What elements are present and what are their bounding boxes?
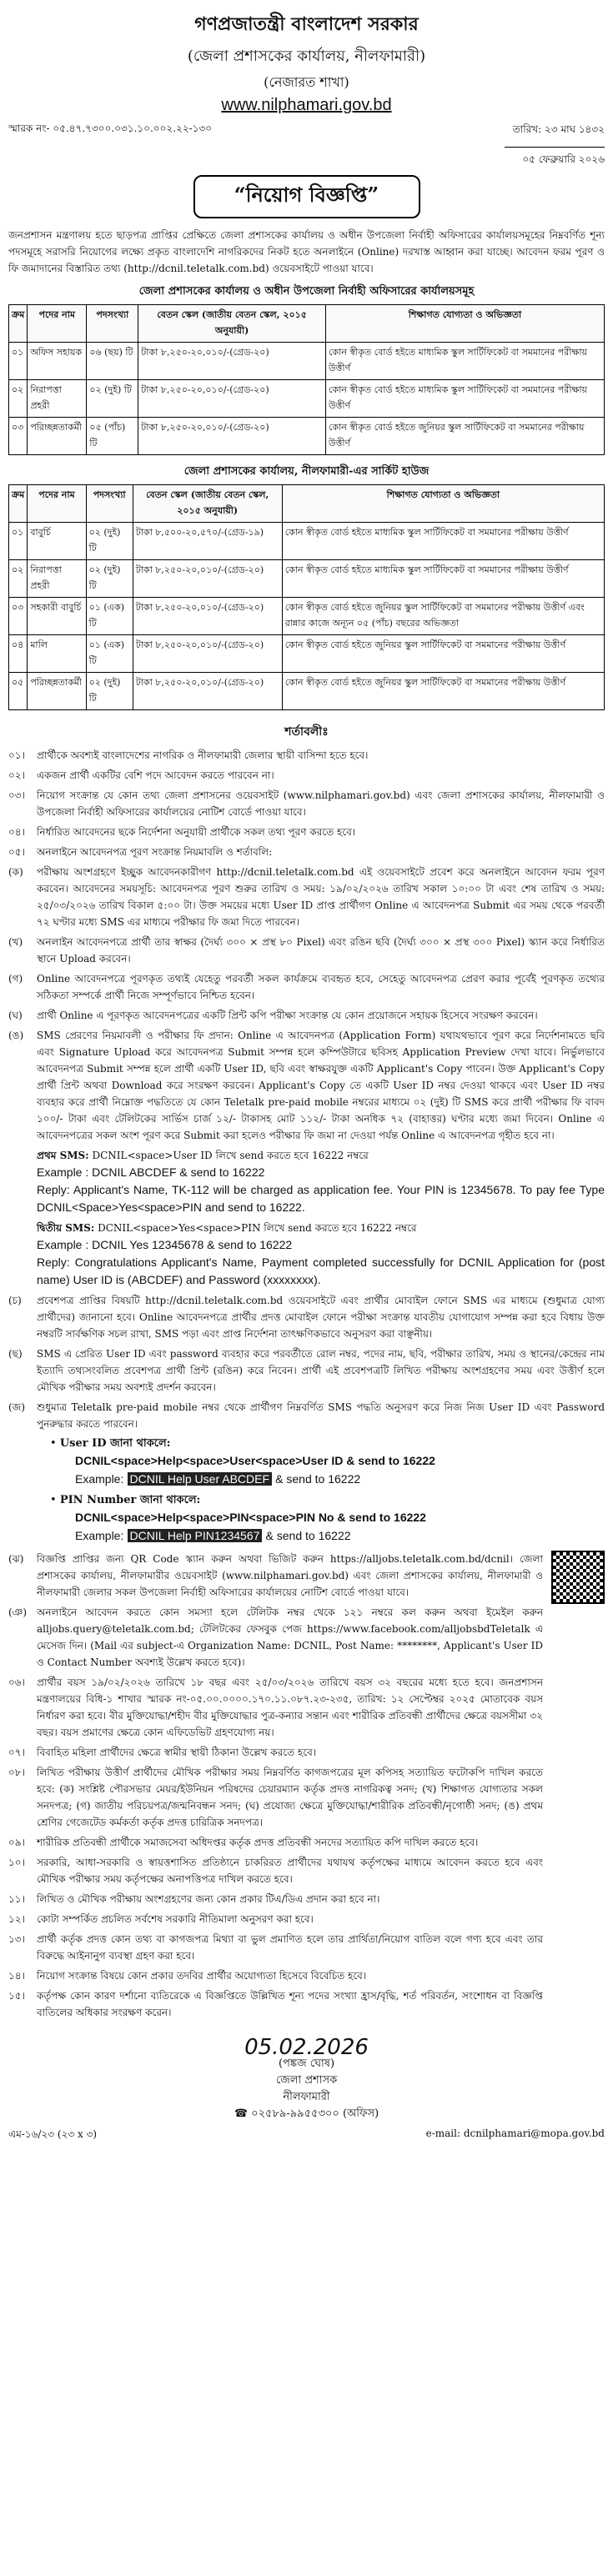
terms-title: শর্তাবলীঃ (284, 725, 329, 739)
term-number: ০৮। (8, 1767, 25, 1778)
office-heading: (জেলা প্রশাসকের কার্যালয়, নীলফামারী) (187, 48, 426, 65)
table-cell: কোন স্বীকৃত বোর্ড হইতে জুনিয়র স্কুল সার্টিফিকেট বা সমমানের পরীক্ষায় উত্তীর্ণ (282, 635, 604, 673)
term-text: প্রবেশপত্র প্রাপ্তির বিষয়টি http://dcnil.teletalk.com.bd ওয়েবসাইটে এবং প্রার্থীর মোবাইল ফোনে SMS এর মাধ্যমে (শুধুমাত্র যোগ্য প্রার্থীদের) জানানো হবে। Online আবেদনপত্রে প্রার্থীর প্রদত্ত মোবাইল ফোনে পরীক্ষা সংক্রান্ত যাবতীয় যোগাযোগ সম্পন্ন করা হবে বিধায় উক্ত নম্বরটি সার্বক্ষণিক সচল রাখা, SMS পড়া এবং প্রাপ্ত নির্দেশনা তাৎক্ষণিকভাবে অনুসরণ করা বাঞ্ছনীয়। (37, 1295, 605, 1340)
sms-first-cmd: DCNIL<space>User ID লিখে send করতে হবে 16222 নম্বরে (92, 1150, 369, 1161)
term-text: একজন প্রার্থী একটির বেশি পদে আবেদন করতে পারবেন না। (37, 769, 274, 781)
table-cell: নিরাপত্তা প্রহরী (28, 560, 86, 598)
table-cell: ০২ (দুই) টি (86, 523, 133, 560)
term-item (8, 934, 605, 967)
table-cell: অফিস সহায়ক (28, 343, 87, 380)
term-item (8, 1346, 605, 1396)
column-header: শিক্ষাগত যোগ্যতা ও অভিজ্ঞতা (282, 485, 604, 523)
term-number: ১৩। (8, 1933, 25, 1945)
posts-table-1 (8, 304, 605, 455)
recovery-user-example-suffix: & send to 16222 (275, 1472, 361, 1486)
table-cell: ০১ (এক) টি (86, 598, 133, 635)
website-link[interactable]: www.nilphamari.gov.bd (221, 96, 392, 114)
posts-table-2 (8, 484, 605, 710)
table-cell: টাকা ৮,২৫০-২০,০১০/-(গ্রেড-২০) (138, 418, 326, 455)
signatory-name: (পঙ্কজ ঘোষ) (278, 2057, 335, 2070)
term-number: (গ) (8, 973, 23, 985)
term-item (8, 1854, 543, 1887)
recovery-pin: • PIN Number জানা থাকলে: DCNIL<space>Help<space>PIN<space>PIN No & send to 16222 Example: DCNIL Help PIN1234567 & send to 16222 (50, 1494, 426, 1542)
term-number: (ঝ) (8, 1553, 24, 1565)
column-header: ক্রম (9, 485, 28, 523)
table-row (9, 380, 605, 418)
term-text: লিখিত পরীক্ষায় উত্তীর্ণ প্রার্থীদের মৌখিক পরীক্ষার সময় নিম্নবর্ণিত কাগজপত্রের মূল কপিসহ সত্যায়িত ফটোকপি দাখিল করতে হবে: (ক) সংশ্লিষ্ট পৌরসভার মেয়র/ইউনিয়ন পরিষদের চেয়ারম্যান কর্তৃক প্রদত্ত নাগরিকত্ব সনদ; (খ) শিক্ষাগত যোগ্যতার সকল সনদপত্র; (গ) জাতীয় পরিচয়পত্র/জন্মনিবন্ধন সনদ; (ঘ) প্রযোজ্য ক্ষেত্রে মুক্তিযোদ্ধা/শারীরিক প্রতিবন্ধী/নৃগোষ্ঠী সনদ; (ঙ) প্রথম শ্রেণির গেজেটেড কর্মকর্তা কর্তৃক প্রদত্ত চারিত্রিক সনদপত্র। (37, 1767, 543, 1828)
table-body (9, 523, 605, 710)
table-row (9, 343, 605, 380)
term-number: ১১। (8, 1893, 25, 1905)
table-cell: ০২ (দুই) টি (87, 380, 138, 418)
sms-first (37, 1147, 605, 1216)
recovery-user-cmd: DCNIL<space>Help<space>User<space>User ID & send to 16222 (75, 1454, 435, 1467)
term-text: অনলাইনে আবেদন করতে কোন সমস্যা হলে টেলিটক নম্বর থেকে ১২১ নম্বরে কল করুন অথবা ইমেইল করুন alljobs.query@teletalk.com.bd; টেলিটকের ফেসবুক পেজ https://www.facebook.com/alljobsbdTeletalk এ মেসেজ দিন। (Mail এর subject-এ Organization Name: DCNIL, Post Name: ********, Applicant's User ID ও Contact Number অবশ্যই উল্লেখ করতে হবে)। (37, 1606, 543, 1668)
term-text: প্রার্থীর বয়স ১৯/০২/২০২৬ তারিখে ১৮ বছর এবং ২৫/০৩/২০২৬ তারিখে বয়স ৩২ বছরের মধ্যে হতে হবে। জনপ্রশাসন মন্ত্রণালয়ের বিধি-১ শাখার স্মারক নং-০৫.০০.০০০০.১৭০.১১.০৮৭.২৩-২৩৫, তারিখ: ১২ সেপ্টেম্বর ২০২৫ মোতাবেক বয়স নির্ধারণ করা হবে। বীর মুক্তিযোদ্ধা/শহীদ বীর মুক্তিযোদ্ধার পুত্র-কন্যার সন্তান এবং শারীরিক প্রতিবন্ধী প্রার্থীদের ক্ষেত্রে বয়সসীমা ৩২ বছর। বয়স প্রমাণের ক্ষেত্রে কোন এফিডেভিট গ্রহণযোগ্য নয়। (37, 1676, 543, 1738)
term-text: অনলাইন আবেদনপত্রে প্রার্থী তার স্বাক্ষর (দৈর্ঘ্য ৩০০ × প্রস্থ ৮০ Pixel) এবং রঙিন ছবি (দৈর্ঘ্য ৩০০ × প্রস্থ ৩০০ Pixel) স্ক্যান করে নির্ধারিত স্থানে Upload করবেন। (37, 936, 605, 965)
sms-second-reply: Reply: Congratulations Applicant's Name, Payment completed successfully for DCNIL Application for (post name) User ID is (ABCDEF) and Password (xxxxxxxx). (37, 1255, 605, 1286)
table-body (9, 343, 605, 455)
terms-list-1 (8, 747, 605, 1144)
term-number: ১৫। (8, 1990, 25, 2002)
term-item (8, 864, 605, 930)
column-header: বেতন স্কেল (জাতীয় বেতন স্কেল, ২০১৫ অনুযায়ী) (133, 485, 282, 523)
table-cell: ০১ (এক) টি (86, 635, 133, 673)
table-cell: ০৫ (9, 673, 28, 710)
term-number: (ঞ) (8, 1606, 28, 1618)
term-number: (চ) (8, 1295, 22, 1306)
term-item (8, 844, 605, 860)
intro-paragraph: জনপ্রশাসন মন্ত্রণালয় হতে ছাড়পত্র প্রাপ্তির প্রেক্ষিতে জেলা প্রশাসকের কার্যালয় ও অধীন উপজেলা নির্বাহী অফিসারের কার্যালয়সমূহের নিম্নবর্ণিত শূন্য পদসমূহে সরাসরি নিয়োগের লক্ষ্যে প্রকৃত বাংলাদেশি নাগরিকদের নিকট হতে অনলাইনে (Online) দরখাস্ত আহ্বান করা যাচ্ছে। আবেদন ফরম পূরণ ও ফি জমাদানের বিস্তারিত তথ্য (http://dcnil.teletalk.com.bd) ওয়েবসাইটে পাওয়া যাবে। (8, 229, 605, 274)
column-header: পদসংখ্যা (86, 485, 133, 523)
qr-row (8, 1551, 605, 2024)
table-cell: বাবুর্চি (28, 523, 86, 560)
table-cell: মালি (28, 635, 86, 673)
table-cell: ০৩ (9, 598, 28, 635)
signatory-place: নীলফামারী (283, 2091, 330, 2103)
table-cell: ০২ (দুই) টি (86, 560, 133, 598)
table-cell: ০৫ (পাঁচ) টি (87, 418, 138, 455)
terms-list-3 (8, 1551, 543, 2024)
table-row (9, 673, 605, 710)
term-text: SMS এ প্রেরিত User ID এবং password ব্যবহার করে পরবর্তীতে রোল নম্বর, পদের নাম, ছবি, পরীক্ষার তারিখ, সময় ও স্থানের/কেন্দ্রের নাম ইত্যাদি তথ্যসংবলিত প্রবেশপত্র প্রার্থী প্রিন্ট (রঙিন) করে নিবেন। প্রার্থী এই প্রবেশপত্রটি লিখিত পরীক্ষায় অংশগ্রহণের সময় এবং উত্তীর্ণ হলে মৌখিক পরীক্ষার সময় অবশ্যই প্রদর্শন করবেন। (37, 1348, 605, 1393)
table-cell: টাকা ৮,২৫০-২০,০১০/-(গ্রেড-২০) (133, 673, 282, 710)
table-cell: ০৬ (ছয়) টি (87, 343, 138, 380)
table-cell: কোন স্বীকৃত বোর্ড হইতে জুনিয়র স্কুল সার্টিফিকেট বা সমমানের পরীক্ষায় উত্তীর্ণ এবং রান্নার কাজে অন্যূন ০৫ (পাঁচ) বছরের অভিজ্ঞতা (282, 598, 604, 635)
term-text: শারীরিক প্রতিবন্ধী প্রার্থীকে সমাজসেবা অধিদপ্তর কর্তৃক প্রদত্ত প্রতিবন্ধী সনদের সত্যায়িত কপি দাখিল করতে হবে। (37, 1837, 479, 1848)
term-number: ০৫। (8, 846, 25, 858)
term-item (8, 1027, 605, 1144)
term-text: নিয়োগ সংক্রান্ত বিষয়ে কোন প্রকার তদবির প্রার্থীর অযোগ্যতা হিসেবে বিবেচিত হবে। (37, 1970, 367, 1982)
table-cell: কোন স্বীকৃত বোর্ড হইতে মাধ্যমিক স্কুল সার্টিফিকেট বা সমমানের পরীক্ষায় উত্তীর্ণ (325, 343, 604, 380)
date-block (505, 122, 605, 167)
column-header: বেতন স্কেল (জাতীয় বেতন স্কেল, ২০১৫ অনুযায়ী) (138, 305, 326, 343)
table-row (9, 598, 605, 635)
footer-code: এম-১৬/২৩ (২৩ x ৩) (8, 2128, 98, 2140)
sms-first-label: প্রথম SMS: (37, 1150, 89, 1161)
sms-second-cmd: DCNIL<space>Yes<space>PIN লিখে send করতে হবে 16222 নম্বরে (98, 1222, 417, 1234)
recovery-pin-cmd: DCNIL<space>Help<space>PIN<space>PIN No & send to 16222 (75, 1511, 426, 1524)
term-number: (ঘ) (8, 1010, 23, 1021)
term-number: ১৪। (8, 1970, 25, 1982)
term-item (8, 1891, 543, 1907)
table-cell: কোন স্বীকৃত বোর্ড হইতে মাধ্যমিক স্কুল সার্টিফিকেট বা সমমানের পরীক্ষায় উত্তীর্ণ (282, 560, 604, 598)
table-row (9, 635, 605, 673)
branch-heading: (নেজারত শাখা) (264, 74, 349, 90)
term-number: (ছ) (8, 1348, 23, 1360)
notice-page (8, 0, 605, 2144)
term-item (8, 787, 605, 820)
recovery-pin-label: PIN Number জানা থাকলে: (59, 1494, 201, 1506)
term-number: ০২। (8, 769, 25, 781)
recovery-pin-example-suffix: & send to 16222 (265, 1529, 351, 1542)
term-item (8, 1674, 543, 1741)
term-item (8, 1834, 543, 1851)
term-item (8, 1551, 543, 1601)
term-item (8, 1987, 543, 2021)
table-cell: টাকা ৮,২৫০-২০,০১০/-(গ্রেড-২০) (133, 635, 282, 673)
gov-heading: গণপ্রজাতন্ত্রী বাংলাদেশ সরকার (194, 13, 419, 35)
date-label: তারিখ: (512, 123, 542, 135)
table-cell: টাকা ৮,২৫০-২০,০১০/-(গ্রেড-২০) (133, 560, 282, 598)
table-cell: ০৩ (9, 418, 28, 455)
term-item (8, 1764, 543, 1831)
table-row (9, 418, 605, 455)
sms-second-label: দ্বিতীয় SMS: (37, 1222, 95, 1234)
column-header: শিক্ষাগত যোগ্যতা ও অভিজ্ঞতা (325, 305, 604, 343)
memo-number: স্মারক নং- ০৫.৪৭.৭৩০০.০৩১.১০.০০২.২২-১৩০ (8, 123, 213, 134)
term-item (8, 1399, 605, 1432)
term-number: (ঙ) (8, 1030, 24, 1041)
term-text: Online আবেদনপত্রে পূরণকৃত তথ্যই যেহেতু পরবর্তী সকল কার্যক্রমে ব্যবহৃত হবে, সেহেতু আবেদনপত্র প্রেরণ করার পূর্বেই পূরণকৃত তথ্যের সঠিকতা সম্পর্কে প্রার্থী নিজে সম্পূর্ণভাবে নিশ্চিত হবেন। (37, 973, 605, 1001)
table-cell: কোন স্বীকৃত বোর্ড হইতে মাধ্যমিক স্কুল সার্টিফিকেট বা সমমানের পরীক্ষায় উত্তীর্ণ (282, 523, 604, 560)
table-cell: ০১ (9, 343, 28, 380)
table-cell: সহকারী বাবুর্চি (28, 598, 86, 635)
table-cell: পরিচ্ছন্নতাকর্মী (28, 418, 87, 455)
term-number: ০৪। (8, 826, 25, 838)
date-english: ০৫ ফেব্রুয়ারি ২০২৬ (522, 153, 605, 165)
term-number: (ক) (8, 866, 23, 878)
recovery-pin-example: DCNIL Help PIN1234567 (128, 1529, 263, 1542)
table-cell: ০১ (9, 523, 28, 560)
table-cell: ০২ (9, 380, 28, 418)
term-number: ১২। (8, 1913, 25, 1925)
term-item (8, 970, 605, 1004)
table-cell: নিরাপত্তা প্রহরী (28, 380, 87, 418)
term-text: SMS প্রেরণের নিয়মাবলী ও পরীক্ষার ফি প্রদান: Online এ আবেদনপত্র (Application Form) যথাযথভাবে পূরণ করে নির্দেশনামতে ছবি এবং Signature Upload করে আবেদনপত্র Submit সম্পন্ন হলে কম্পিউটারে ছবিসহ Application Preview দেখা যাবে। নির্ভুলভাবে আবেদনপত্র Submit সম্পন্ন হলে প্রার্থী একটি User ID, ছবি এবং স্বাক্ষরযুক্ত একটি Applicant's Copy পাবেন। উক্ত Applicant's Copy প্রার্থী প্রিন্ট অথবা Download করে সংরক্ষণ করবেন। Applicant's Copy তে একটি User ID নম্বর দেওয়া থাকবে এবং User ID নম্বর ব্যবহার করে প্রার্থী নিম্নোক্ত পদ্ধতিতে যে কোন Teletalk pre-paid mobile নম্বরের মাধ্যমে ০২ (দুই) টি SMS করে প্রার্থী পরীক্ষার ফি বাবদ ১০০/- টাকা এবং টেলিটকের সার্ভিস চার্জ ১২/- টাকাসহ মোট ১১২/- টাকা অনধিক ৭২ (বাহাত্তর) ঘণ্টার মধ্যে জমা দিবেন। Online এ আবেদনপত্রের সকল অংশ পূরণ করে Submit করা হলেও পরীক্ষার ফি জমা না দেওয়া পর্যন্ত Online এ আবেদনপত্র গৃহীত হবে না। (37, 1030, 605, 1141)
term-number: ০৩। (8, 789, 25, 801)
term-number: ০৯। (8, 1837, 25, 1848)
recovery-user-example: DCNIL Help User ABCDEF (128, 1472, 273, 1486)
term-text: বিবাহিত মহিলা প্রার্থীদের ক্ষেত্রে স্বামীর স্থায়ী ঠিকানা উল্লেখ করতে হবে। (37, 1747, 317, 1758)
table-cell: ০২ (দুই) টি (86, 673, 133, 710)
term-text: প্রার্থীকে অবশ্যই বাংলাদেশের নাগরিক ও নীলফামারী জেলার স্থায়ী বাসিন্দা হতে হবে। (37, 749, 369, 761)
term-item (8, 1604, 543, 1671)
term-text: নিয়োগ সংক্রান্ত যে কোন তথ্য জেলা প্রশাসনের ওয়েবসাইট (www.nilphamari.gov.bd) এবং জেলা প্রশাসকের কার্যালয়, নীলফামারী ও উপজেলা নির্বাহী অফিসারের কার্যালয়ের নোটিশ বোর্ডে পাওয়া যাবে। (37, 789, 605, 818)
sms-second (37, 1220, 605, 1289)
term-number: ০৭। (8, 1747, 25, 1758)
recovery-user-example-prefix: Example: (75, 1472, 124, 1486)
sms-second-example: Example : DCNIL Yes 12345678 & send to 16222 (37, 1238, 293, 1251)
term-text: কোটা সম্পর্কিত প্রচলিত সর্বশেষ সরকারি নীতিমালা অনুসরণ করা হবে। (37, 1913, 314, 1925)
date-bangla: ২৩ মাঘ ১৪৩২ (545, 123, 605, 135)
term-item (8, 1744, 543, 1761)
recovery-block (50, 1436, 605, 1546)
term-text: প্রার্থী কর্তৃক প্রদত্ত কোন তথ্য বা কাগজপত্র মিথ্যা বা ভুল প্রমাণিত হলে তার প্রার্থিতা/নিয়োগ বাতিল বলে গণ্য হবে এবং তার বিরুদ্ধে আইনানুগ ব্যবস্থা গ্রহণ করা হবে। (37, 1933, 543, 1962)
table-header-row (9, 485, 605, 523)
term-number: ১০। (8, 1857, 25, 1868)
term-text: সরকারি, আধা-সরকারি ও স্বায়ত্তশাসিত প্রতিষ্ঠানে চাকরিরত প্রার্থীদের যথাযথ কর্তৃপক্ষের মাধ্যমে আবেদন করতে হবে এবং মৌখিক পরীক্ষার সময় কর্তৃপক্ষের অনাপত্তিপত্র দাখিল করতে হবে। (37, 1857, 543, 1885)
table-cell: কোন স্বীকৃত বোর্ড হইতে মাধ্যমিক স্কুল সার্টিফিকেট বা সমমানের পরীক্ষায় উত্তীর্ণ (325, 380, 604, 418)
date-divider (505, 147, 605, 148)
table-cell: টাকা ৮,৫০০-২০,৫৭০/-(গ্রেড-১৯) (133, 523, 282, 560)
table-header-row (9, 305, 605, 343)
sms-instructions (37, 1147, 605, 1289)
column-header: পদের নাম (28, 305, 87, 343)
term-item (8, 767, 605, 784)
term-number: (খ) (8, 936, 23, 948)
term-text: শুধুমাত্র Teletalk pre-paid mobile নম্বর থেকে প্রার্থীগণ নিম্নবর্ণিত SMS পদ্ধতি অনুসরণ করে নিজ নিজ User ID এবং Password পুনরুদ্ধার করতে পারবেন। (37, 1401, 605, 1430)
table-cell: ০২ (9, 560, 28, 598)
term-text: প্রার্থী Online এ পূরণকৃত আবেদনপত্রের একটি প্রিন্ট কপি পরীক্ষা সংক্রান্ত যে কোন প্রয়োজনে সহায়ক হিসেবে সংরক্ষণ করবেন। (37, 1010, 538, 1021)
term-text: কর্তৃপক্ষ কোন কারণ দর্শানো ব্যতিরেকে এ বিজ্ঞপ্তিতে উল্লিখিত শূন্য পদের সংখ্যা হ্রাস/বৃদ্ধি, শর্ত পরিবর্তন, সংশোধন বা বিজ্ঞপ্তি বাতিলের অধিকার সংরক্ষণ করেন। (37, 1990, 543, 2018)
term-item (8, 747, 605, 764)
reference-row (8, 122, 605, 167)
term-item (8, 1292, 605, 1342)
office-phone: ☎ ০২৫৮৯-৯৯৫৫৩০০ (অফিস) (234, 2107, 379, 2120)
term-text: নির্ধারিত আবেদনের ছকে নির্দেশনা অনুযায়ী প্রার্থীকে সকল তথ্য পূরণ করতে হবে। (37, 826, 356, 838)
column-header: পদের নাম (28, 485, 86, 523)
term-item (8, 1007, 605, 1024)
term-text: লিখিত ও মৌখিক পরীক্ষায় অংশগ্রহণের জন্য কোন প্রকার টিএ/ডিএ প্রদান করা হবে না। (37, 1893, 380, 1905)
term-item (8, 1967, 543, 1984)
term-text: পরীক্ষায় অংশগ্রহণে ইচ্ছুক আবেদনকারীগণ http://dcnil.teletalk.com.bd এই ওয়েবসাইটে প্রবেশ করে অনলাইনে আবেদন ফরম পূরণ করবেন। আবেদনের সময়সূচি: আবেদনপত্র পূরণ শুরুর তারিখ ও সময়: ১৯/০২/২০২৬ তারিখ সকাল ১০:০০ টা এবং শেষ তারিখ ও সময়: ২৫/০৩/২০২৬ তারিখ বিকাল ৫:০০ টা। উক্ত সময়ের মধ্যে User ID প্রাপ্ত প্রার্থীগণ Online এ আবেদনপত্র Submit এর সময় থেকে পরবর্তী ৭২ ঘণ্টার মধ্যে SMS এর মাধ্যমে পরীক্ষার ফি জমা দিতে পারবেন। (37, 866, 605, 928)
column-header: ক্রম (9, 305, 28, 343)
table-row (9, 523, 605, 560)
header (8, 10, 605, 115)
signatory-designation: জেলা প্রশাসক (275, 2074, 338, 2087)
table-cell: ০৪ (9, 635, 28, 673)
term-text: অনলাইনে আবেদনপত্র পূরণ সংক্রান্ত নিয়মাবলি ও শর্তাবলি: (37, 846, 273, 858)
notice-title: “নিয়োগ বিজ্ঞপ্তি” (193, 175, 420, 218)
column-header: পদসংখ্যা (87, 305, 138, 343)
term-number: ০১। (8, 749, 25, 761)
footer (8, 2127, 605, 2144)
table2-heading: জেলা প্রশাসকের কার্যালয়, নীলফামারী-এর সার্কিট হাউজ (183, 465, 430, 478)
term-item (8, 824, 605, 840)
table-cell: পরিচ্ছন্নতাকর্মী (28, 673, 86, 710)
table-row (9, 560, 605, 598)
table-cell: কোন স্বীকৃত বোর্ড হইতে জুনিয়র স্কুল সার্টিফিকেট বা সমমানের পরীক্ষায় উত্তীর্ণ (282, 673, 604, 710)
table1-heading: জেলা প্রশাসকের কার্যালয় ও অধীন উপজেলা নির্বাহী অফিসারের কার্যালয়সমূহ (138, 285, 475, 298)
term-number: (জ) (8, 1401, 26, 1413)
office-email[interactable]: e-mail: dcnilphamari@mopa.gov.bd (425, 2127, 605, 2139)
term-item (8, 1911, 543, 1927)
signature-icon: 05.02.2026 (244, 2035, 369, 2060)
table-cell: কোন স্বীকৃত বোর্ড হইতে জুনিয়র স্কুল সার্টিফিকেট বা সমমানের পরীক্ষায় উত্তীর্ণ (325, 418, 604, 455)
recovery-user: • User ID জানা থাকলে: DCNIL<space>Help<space>User<space>User ID & send to 16222 Example: DCNIL Help User ABCDEF & send to 16222 (50, 1437, 435, 1486)
qr-code-icon[interactable] (551, 1551, 605, 1604)
terms-list-2 (8, 1292, 605, 1432)
recovery-pin-example-prefix: Example: (75, 1529, 124, 1542)
signature-block (8, 2035, 605, 2122)
sms-first-reply: Reply: Applicant's Name, TK-112 will be charged as application fee. Your PIN is 12345678. To pay fee Type DCNIL<Space>Yes<space>PIN and send to 16222. (37, 1183, 605, 1214)
term-number: ০৬। (8, 1676, 25, 1688)
table-cell: টাকা ৮,২৫০-২০,০১০/-(গ্রেড-২০) (138, 380, 326, 418)
table-cell: টাকা ৮,২৫০-২০,০১০/-(গ্রেড-২০) (138, 343, 326, 380)
table-cell: টাকা ৮,২৫০-২০,০১০/-(গ্রেড-২০) (133, 598, 282, 635)
term-text: বিজ্ঞপ্তি প্রাপ্তির জন্য QR Code স্ক্যান করুন অথবা ভিজিট করুন https://alljobs.teletalk.com.bd/dcnil। জেলা প্রশাসকের কার্যালয়, নীলফামারীর ওয়েবসাইট (www.nilphamari.gov.bd) এবং জেলা প্রশাসকের কার্যালয়, নীলফামারী ও নীলফামারী জেলার সকল উপজেলা নির্বাহী অফিসারের কার্যালয়ের নোটিশ বোর্ডে পাওয়া যাবে। (37, 1553, 543, 1598)
recovery-user-label: User ID জানা থাকলে: (59, 1437, 171, 1450)
sms-first-example: Example : DCNIL ABCDEF & send to 16222 (37, 1165, 265, 1179)
term-item (8, 1931, 543, 1964)
